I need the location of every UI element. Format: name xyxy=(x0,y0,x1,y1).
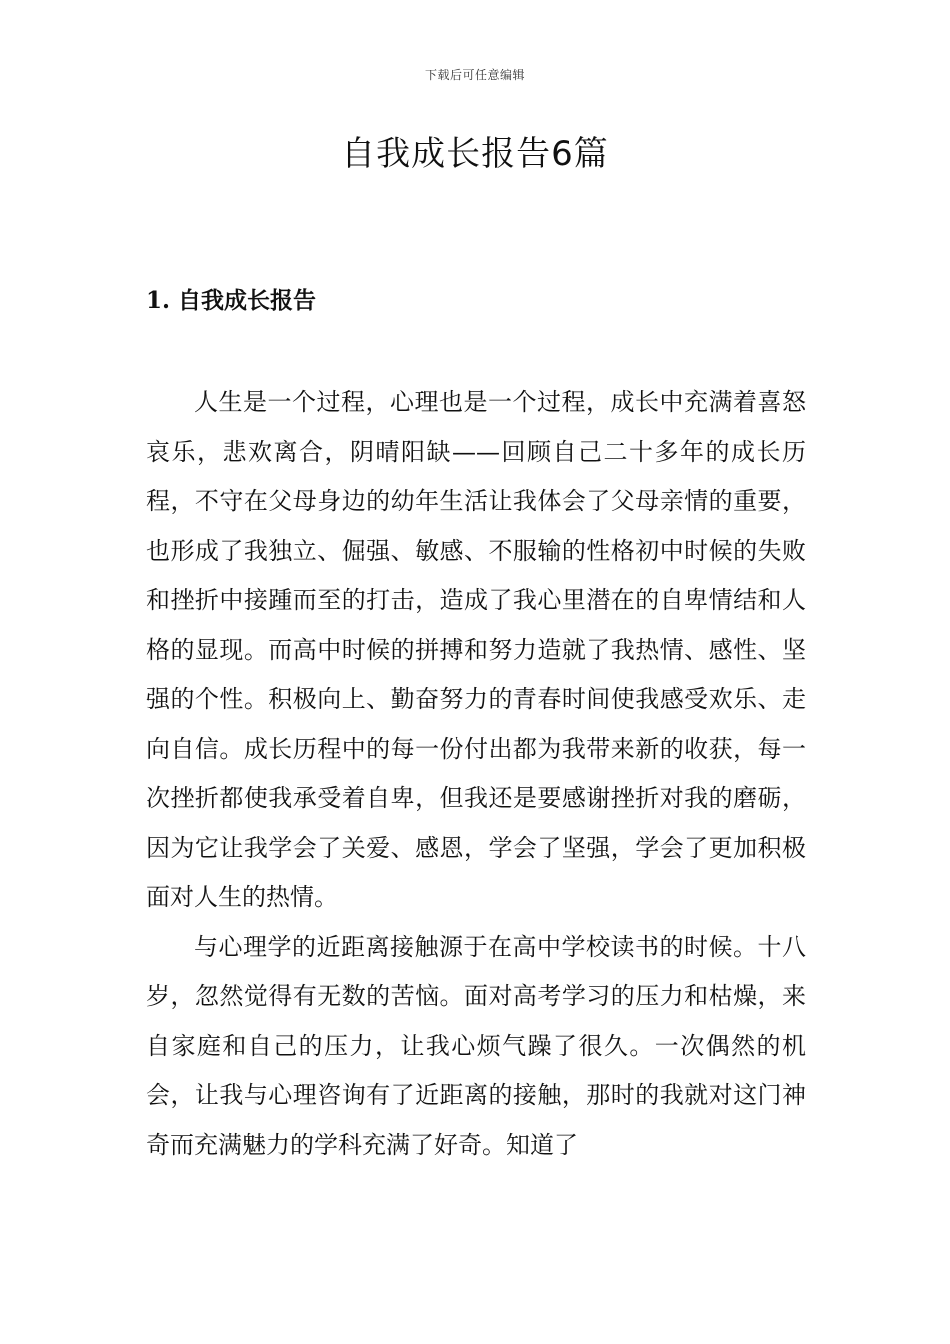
body-text xyxy=(146,378,806,1170)
header-note: 下载后可任意编辑 xyxy=(424,68,525,82)
section-heading: 1. 自我成长报告 xyxy=(146,287,317,314)
paragraph: 与心理学的近距离接触源于在高中学校读书的时候。十八岁，忽然觉得有无数的苦恼。面对高考学习的压力和枯燥，来自家庭和自己的压力，让我心烦气躁了很久。一次偶然的机会，让我与心理咨询有了近距离的接触，那时的我就对这门神奇而充满魅力的学科充满了好奇。知道了 xyxy=(146,932,806,1159)
paragraph: 人生是一个过程，心理也是一个过程，成长中充满着喜怒哀乐，悲欢离合，阴晴阳缺——回顾自己二十多年的成长历程，不守在父母身边的幼年生活让我体会了父母亲情的重要，也形成了我独立、倔强、敏感、不服输的性格初中时候的失败和挫折中接踵而至的打击，造成了我心里潜在的自卑情结和人格的显现。而高中时候的拼搏和努力造就了我热情、感性、坚强的个性。积极向上、勤奋努力的青春时间使我感受欢乐、走向自信。成长历程中的每一份付出都为我带来新的收获，每一次挫折都使我承受着自卑，但我还是要感谢挫折对我的磨砺，因为它让我学会了关爱、感恩，学会了坚强，学会了更加积极面对人生的热情。 xyxy=(146,388,806,911)
document-title: 自我成长报告6篇 xyxy=(341,134,609,174)
